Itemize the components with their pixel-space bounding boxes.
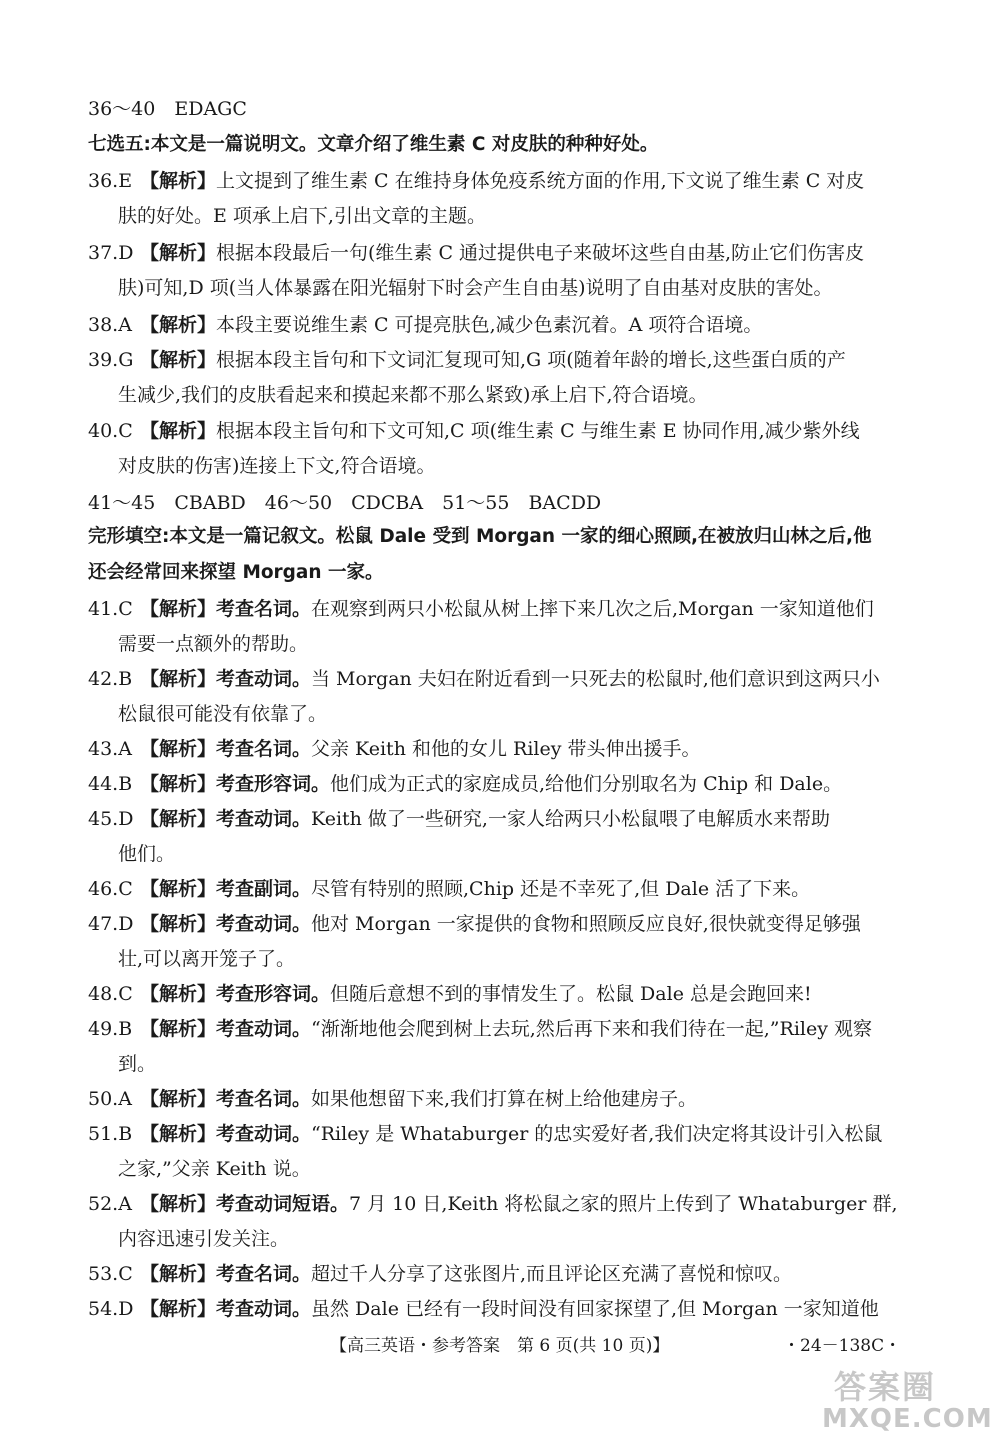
item-51: 51.B 【解析】考查动词。“Riley 是 Whataburger 的忠实爱好者,我们决定将其设计引入松鼠 [88, 1123, 883, 1145]
item-36: 36.E 【解析】上文提到了维生素 C 在维持身体免疫系统方面的作用,下文说了维生素 C 对皮 [88, 170, 865, 192]
item-46: 46.C 【解析】考查副词。尽管有特别的照顾,Chip 还是不幸死了,但 Dale 活了下来。 [88, 878, 811, 900]
item-54: 54.D 【解析】考查动词。虽然 Dale 已经有一段时间没有回家探望了,但 Morgan 一家知道他 [88, 1298, 879, 1320]
item-39: 39.G 【解析】根据本段主旨句和下文词汇复现可知,G 项(随着年龄的增长,这些蛋白质的产 [88, 349, 846, 371]
item-42-cont: 松鼠很可能没有依靠了。 [118, 703, 328, 725]
section-intro-cloze-cont: 还会经常回来探望 Morgan 一家。 [88, 562, 384, 583]
section-intro-cloze: 完形填空:本文是一篇记叙文。松鼠 Dale 受到 Morgan 一家的细心照顾,在被放归山林之后,他 [88, 526, 872, 547]
answers-36-40: 36～40 EDAGC [88, 98, 247, 120]
item-52-cont: 内容迅速引发关注。 [118, 1228, 290, 1250]
page-footer-title: 【高三英语・参考答案 第 6 页(共 10 页)】 [330, 1336, 670, 1356]
item-47: 47.D 【解析】考查动词。他对 Morgan 一家提供的食物和照顾反应良好,很快就变得足够强 [88, 913, 861, 935]
item-42: 42.B 【解析】考查动词。当 Morgan 夫妇在附近看到一只死去的松鼠时,他们意识到这两只小 [88, 668, 880, 690]
item-44: 44.B 【解析】考查形容词。他们成为正式的家庭成员,给他们分别取名为 Chip 和 Dale。 [88, 773, 843, 795]
item-41: 41.C 【解析】考查名词。在观察到两只小松鼠从树上摔下来几次之后,Morgan 一家知道他们 [88, 598, 874, 620]
site-watermark-logo [820, 1362, 993, 1438]
item-47-cont: 壮,可以离开笼子了。 [118, 948, 296, 970]
item-49: 49.B 【解析】考查动词。“渐渐地他会爬到树上去玩,然后再下来和我们待在一起,”Riley 观察 [88, 1018, 872, 1040]
item-51-cont: 之家,”父亲 Keith 说。 [118, 1158, 311, 1180]
page-footer-code: ・24－138C・ [783, 1336, 902, 1356]
item-52: 52.A 【解析】考查动词短语。7 月 10 日,Keith 将松鼠之家的照片上传到了 Whataburger 群, [88, 1193, 898, 1215]
item-43: 43.A 【解析】考查名词。父亲 Keith 和他的女儿 Riley 带头伸出援手。 [88, 738, 701, 760]
section-intro-seven-choose-five: 七选五:本文是一篇说明文。文章介绍了维生素 C 对皮肤的种种好处。 [88, 134, 659, 155]
item-41-cont: 需要一点额外的帮助。 [118, 633, 309, 655]
item-40: 40.C 【解析】根据本段主旨句和下文可知,C 项(维生素 C 与维生素 E 协同作用,减少紫外线 [88, 420, 860, 442]
item-45-cont: 他们。 [118, 843, 176, 865]
item-48: 48.C 【解析】考查形容词。但随后意想不到的事情发生了。松鼠 Dale 总是会跑回来! [88, 983, 812, 1005]
item-53: 53.C 【解析】考查名词。超过千人分享了这张图片,而且评论区充满了喜悦和惊叹。 [88, 1263, 793, 1285]
item-50: 50.A 【解析】考查名词。如果他想留下来,我们打算在树上给他建房子。 [88, 1088, 698, 1110]
item-39-cont: 生减少,我们的皮肤看起来和摸起来都不那么紧致)承上启下,符合语境。 [118, 384, 708, 406]
item-45: 45.D 【解析】考查动词。Keith 做了一些研究,一家人给两只小松鼠喂了电解质水来帮助 [88, 808, 830, 830]
watermark-top-text: 答案圈 [834, 1368, 937, 1406]
answers-41-55: 41～45 CBABD 46～50 CDCBA 51～55 BACDD [88, 492, 602, 514]
item-49-cont: 到。 [118, 1053, 157, 1075]
item-37-cont: 肤)可知,D 项(当人体暴露在阳光辐射下时会产生自由基)说明了自由基对皮肤的害处。 [118, 277, 833, 299]
item-37: 37.D 【解析】根据本段最后一句(维生素 C 通过提供电子来破坏这些自由基,防止它们伤害皮 [88, 242, 865, 264]
item-36-cont: 肤的好处。E 项承上启下,引出文章的主题。 [118, 205, 486, 227]
item-38: 38.A 【解析】本段主要说维生素 C 可提亮肤色,减少色素沉着。A 项符合语境。 [88, 314, 763, 336]
item-40-cont: 对皮肤的伤害)连接上下文,符合语境。 [118, 455, 436, 477]
watermark-bottom-text: MXQE.COM [822, 1404, 993, 1434]
